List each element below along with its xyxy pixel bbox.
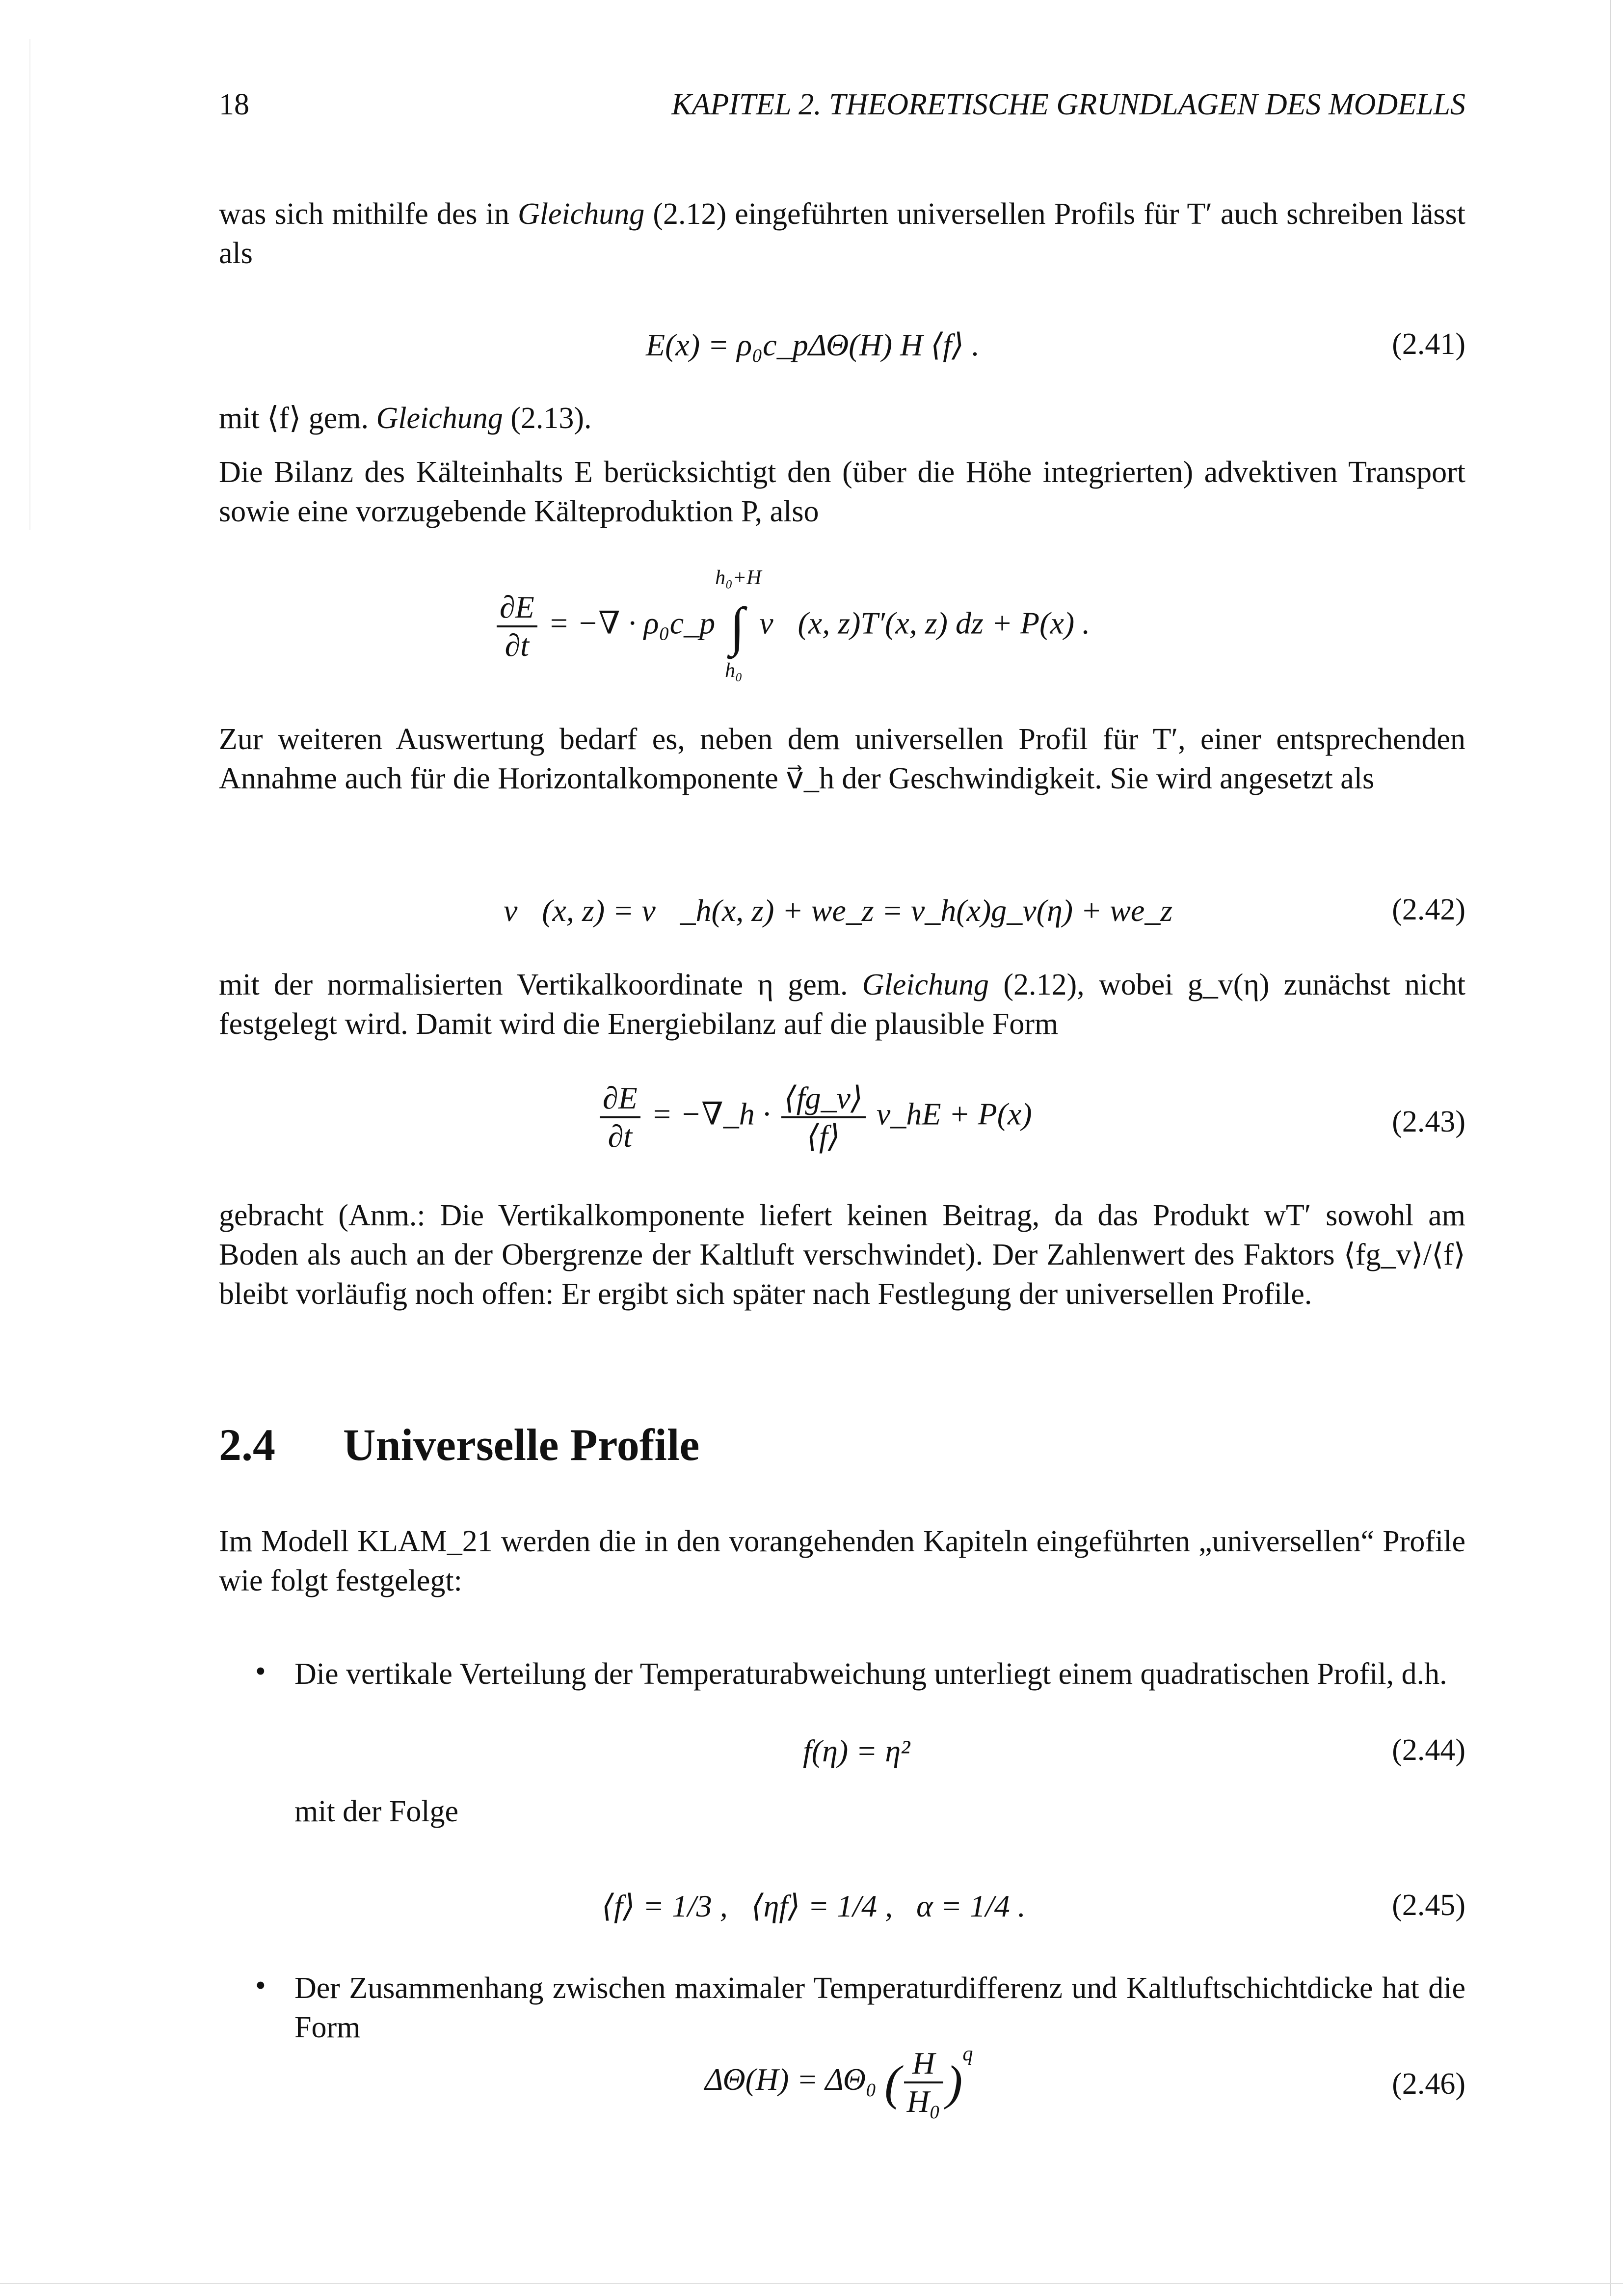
bullet-1-text: Die vertikale Verteilung der Temperaturabweichung unterliegt einem quadratischen Profil, d.h. xyxy=(294,1657,1447,1691)
scan-shadow-bottom xyxy=(0,2283,1623,2284)
equation-reference: Gleichung xyxy=(376,402,503,435)
fraction-fgv-f: $\frac{⟨fg\_v⟩}{⟨f⟩}$ xyxy=(781,1080,866,1155)
equation-number: (2.41) xyxy=(1392,327,1465,361)
page-number: 18 xyxy=(219,88,249,121)
paragraph-6: gebracht (Anm.: Die Vertikalkomponente liefert keinen Beitrag, da das Produkt wT′ sowohl am Boden als auch an der Obergrenze der Kaltluft verschwindet). Der Zahlenwert des Faktors ⟨fg_v⟩/⟨f⟩ bleibt vorläufig noch offen: Er ergibt sich später nach Festlegung der universellen Profile. xyxy=(219,1199,1465,1311)
integral-upper-limit: h₀+H xyxy=(715,566,762,589)
paragraph-7: Im Modell KLAM_21 werden die in den vorangehenden Kapiteln eingeführten „universellen“ Profile wie folgt festgelegt: xyxy=(219,1525,1465,1597)
equation-number: (2.46) xyxy=(1392,2067,1465,2101)
equation-number: (2.43) xyxy=(1392,1105,1465,1138)
scan-shadow-right xyxy=(1610,0,1611,2296)
paragraph-2: mit ⟨f⟩ gem. Gleichung (2.13). xyxy=(219,402,592,435)
fraction-H-H0: $\frac{H}{\text{H₀}}$ xyxy=(904,2045,943,2120)
equation-2-45 xyxy=(219,1888,1465,1947)
paragraph-4: Zur weiteren Auswertung bedarf es, neben dem universellen Profil für T′, einer entsprechenden Annahme auch für die Horizontalkomponente v⃗_h der Geschwindigkeit. Sie wird angesetzt als xyxy=(219,723,1465,795)
section-number: 2.4 xyxy=(219,1420,275,1470)
equation-number: (2.44) xyxy=(1392,1733,1465,1767)
left-parenthesis: ( xyxy=(884,2055,901,2110)
equation-reference: Gleichung xyxy=(517,197,645,231)
equation-reference: Gleichung xyxy=(862,968,989,1001)
bullet-1-marker: • xyxy=(255,1655,266,1688)
paragraph-3: Die Bilanz des Kälteinhalts E berücksichtigt den (über die Höhe integrierten) advektiven Transport sowie eine vorzugebende Kälteproduktion P, also xyxy=(219,456,1465,528)
equation-number: (2.42) xyxy=(1392,893,1465,926)
equation-2-46: ΔΘ(H) = ΔΘ₀ ( $\frac{H}{\text{H₀}}$ )$^q$ (2.46) xyxy=(705,2043,1465,2119)
fraction-dE-dt: $\frac{\partial E}{\partial t}$ xyxy=(600,1080,640,1155)
exponent: q xyxy=(962,2043,973,2065)
equation-body: v⃗(x, z) = v⃗_h(x, z) + we_z = v_h(x)g_v(η) + we_z xyxy=(504,893,1173,928)
right-parenthesis: ) xyxy=(946,2055,963,2110)
equation-2-42 xyxy=(219,892,1465,951)
equation-body: ⟨f⟩ = 1/3 , ⟨ηf⟩ = 1/4 , α = 1/4 . xyxy=(602,1889,1026,1923)
equation-body: f(η) = η² xyxy=(803,1733,910,1768)
paragraph-8: mit der Folge xyxy=(294,1795,459,1828)
integral-lower-limit: h₀ xyxy=(725,659,743,682)
equation-body: E(x) = ρ₀c_pΔΘ(H) H ⟨f⟩ . xyxy=(646,327,980,362)
paragraph-1: was sich mithilfe des in Gleichung (2.12) eingeführten universellen Profils für T′ auch schreiben lässt als xyxy=(219,197,1466,270)
scan-shadow-left xyxy=(29,39,30,530)
equation-2-41 xyxy=(219,327,1465,386)
equation-number: (2.45) xyxy=(1392,1889,1465,1922)
chapter-title: KAPITEL 2. THEORETISCHE GRUNDLAGEN DES MODELLS xyxy=(671,88,1465,121)
bullet-2-marker: • xyxy=(255,1969,266,2002)
fraction-dE-dt: $\frac{\partial E}{\partial t}$ xyxy=(497,589,537,664)
section-heading xyxy=(219,1419,699,1471)
bullet-2-text: Der Zusammenhang zwischen maximaler Temperaturdifferenz und Kaltluftschichtdicke hat die Form xyxy=(294,1972,1465,2044)
integral-sign: ∫ h₀+H h₀ xyxy=(715,566,762,682)
equation-2-43: $\frac{\partial E}{\partial t}$ = −∇_h · $\frac{⟨fg\_v⟩}{⟨f⟩}$ v_hE + P(x) (2.43) xyxy=(219,1080,1465,1168)
section-title: Universelle Profile xyxy=(343,1420,700,1470)
running-header xyxy=(219,87,1465,132)
equation-balance-integral: $\frac{\partial E}{\partial t}$ = −∇ · ρ₀c_p ∫ h₀+H h₀ v⃗(x, z)T′(x, z) dz + P(x) . xyxy=(219,589,1465,687)
equation-2-44 xyxy=(219,1733,1465,1792)
paragraph-5: mit der normalisierten Vertikalkoordinate η gem. Gleichung (2.12), wobei g_v(η) zunächst nicht festgelegt wird. Damit wird die Energiebilanz auf die plausible Form xyxy=(219,968,1465,1041)
